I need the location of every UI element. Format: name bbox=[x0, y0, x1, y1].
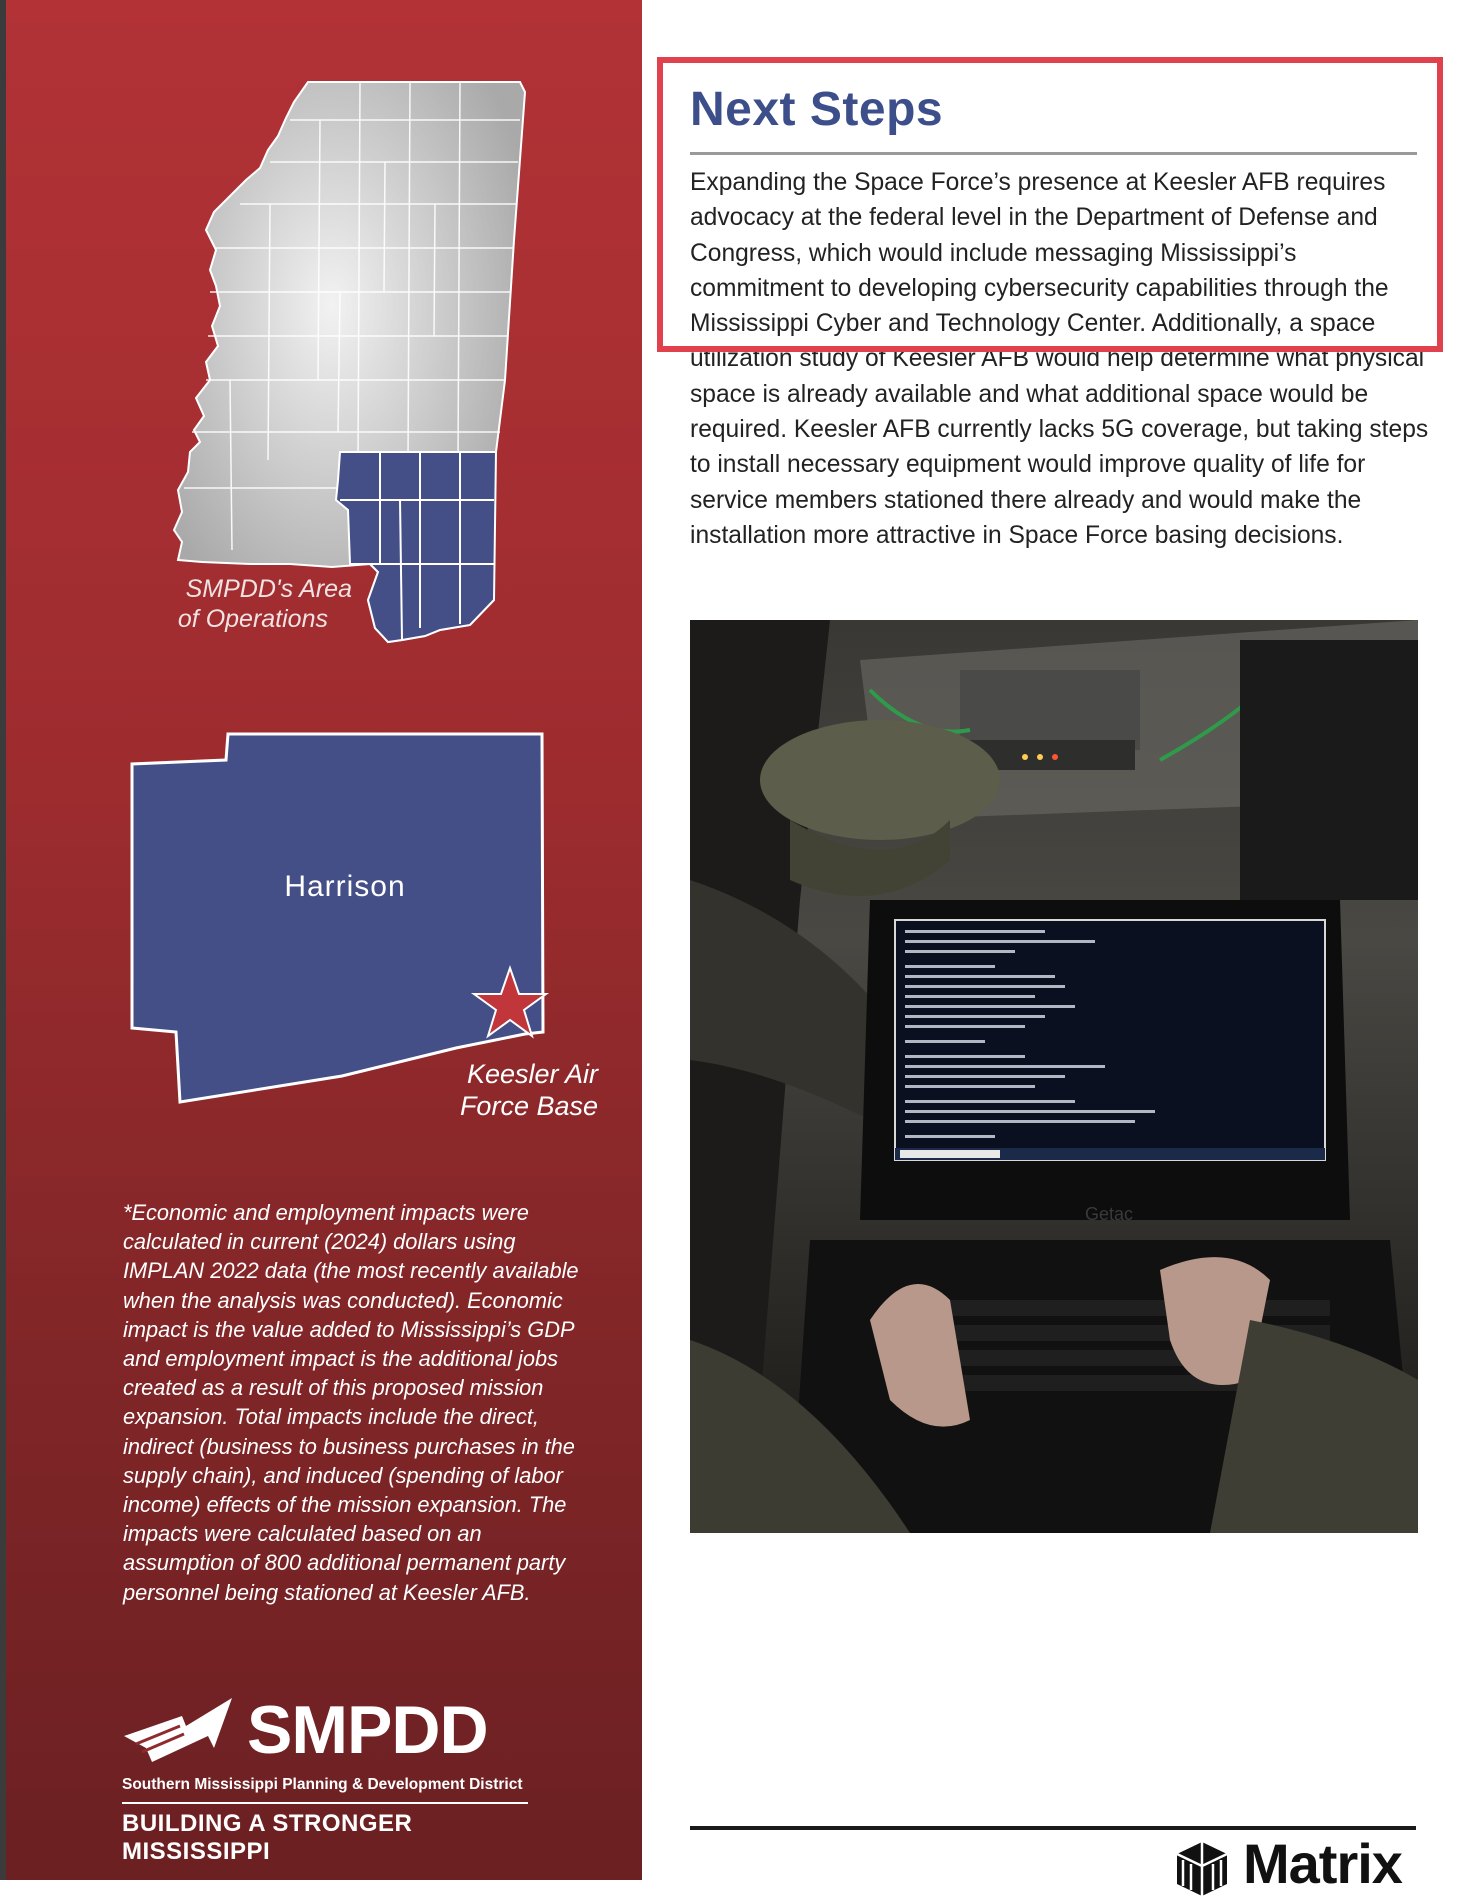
laptop-brand-label: Getac bbox=[1085, 1204, 1134, 1224]
county-name-label: Harrison bbox=[284, 870, 406, 903]
mississippi-map bbox=[170, 80, 530, 650]
body-paragraph: Expanding the Space Force’s presence at Keesler AFB requires advocacy at the federal level in the Department of Defense and Congress, which would include messaging Mississippi’s commitment to developing cybersecurity capabilities through the Mississippi Cyber and Technology Center. Additionally, a space utilization study of Keesler AFB would help determine what physical space is already available and what additional space would be required. Keesler AFB currently lacks 5G coverage, but taking steps to install necessary equipment would improve quality of life for service members stationed there already and would make the installation more attractive in Space Force basing decisions. bbox=[690, 169, 1429, 549]
matrix-cube-icon bbox=[1173, 1840, 1231, 1898]
footer-divider bbox=[690, 1826, 1416, 1830]
logo-subtitle: Southern Mississippi Planning & Development District bbox=[122, 1776, 523, 1793]
laptop-photo-illustration bbox=[690, 620, 1418, 1533]
area-label-line2: of Operations bbox=[177, 605, 328, 633]
smpdd-region bbox=[336, 452, 496, 642]
smpdd-arrow-icon bbox=[122, 1692, 238, 1768]
logo-tagline: BUILDING A STRONGER MISSISSIPPI bbox=[122, 1810, 413, 1865]
base-label-line1: Keesler Air bbox=[466, 1059, 598, 1089]
harrison-county-map bbox=[130, 732, 570, 1112]
footnote: *Economic and employment impacts were calculated in current (2024) dollars using IMPLAN 2022 data (the most recently available when the analysis was conducted). Economic impact is the value added to Mississippi’s GDP and employment impact is the additional jobs created as a result of this proposed mission expansion. Total impacts include the direct, indirect (business to business purchases in the supply chain), and induced (spending of labor income) effects of the mission expansion. The impacts were calculated based on an assumption of 800 additional permanent party personnel being stationed at Keesler AFB. bbox=[123, 1200, 579, 1605]
page-title: Next Steps bbox=[690, 83, 944, 136]
keesler-base-label bbox=[428, 1058, 598, 1122]
laptop-photo bbox=[690, 620, 1418, 1533]
matrix-wordmark: Matrix bbox=[1243, 1832, 1402, 1895]
base-label-line2: Force Base bbox=[459, 1091, 598, 1121]
area-label-line1: SMPDD's Area bbox=[185, 575, 352, 603]
area-of-operations-label bbox=[152, 574, 352, 634]
highlight-annotation-box bbox=[657, 57, 1443, 352]
smpdd-logo bbox=[122, 1690, 532, 1865]
logo-divider bbox=[122, 1802, 528, 1804]
logo-wordmark: SMPDD bbox=[247, 1692, 488, 1768]
page-edge bbox=[0, 0, 6, 1880]
